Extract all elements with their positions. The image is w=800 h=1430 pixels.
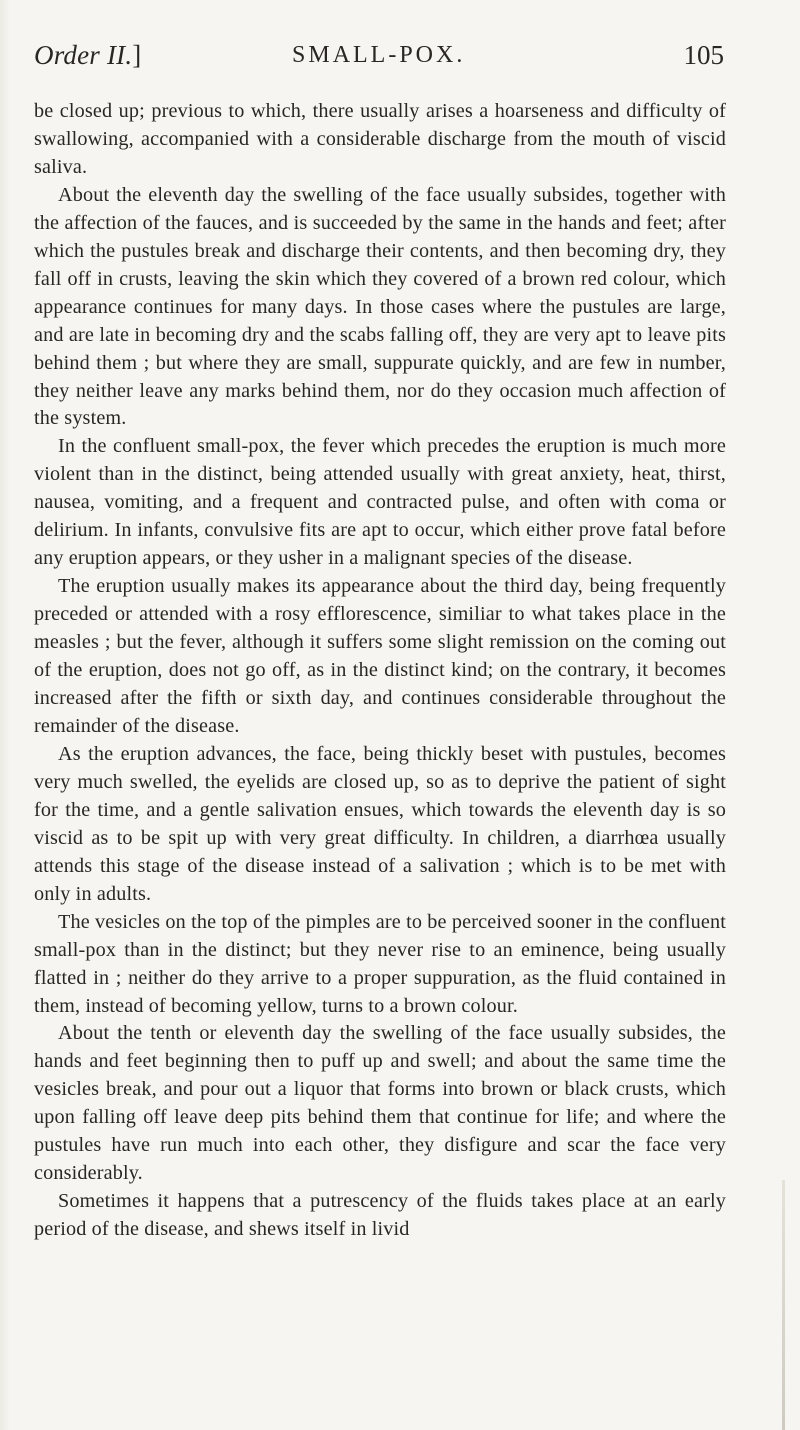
- paragraph: In the confluent small-pox, the fever which precedes the eruption is much more violent than in the distinct, being attended usually with great anxiety, heat, thirst, nausea, vomiting, and a frequent and contracted pulse, and often with coma or delirium. In infants, convulsive fits are apt to occur, which either prove fatal before any eruption appears, or they usher in a malignant species of the disease.: [34, 435, 726, 570]
- running-title-left: Order II.]: [34, 40, 142, 70]
- body-text: [34, 98, 726, 1244]
- binding-edge-line: [782, 1180, 785, 1430]
- page-edge-shading: [0, 0, 10, 1430]
- paragraph: The eruption usually makes its appearance about the third day, being frequently preceded or attended with a rosy efflorescence, similiar to what takes place in the measles ; but the fever, although it suffers some slight remission on the coming out of the eruption, does not go off, as in the distinct kind; on the contrary, it becomes increased after the fifth or sixth day, and continues considerable throughout the remainder of the disease.: [34, 575, 726, 737]
- running-title-center: SMALL-POX.: [292, 42, 466, 68]
- paragraph: About the tenth or eleventh day the swelling of the face usually subsides, the hands and feet beginning then to puff up and swell; and about the same time the vesicles break, and pour out a liquor that forms into brown or black crusts, which upon falling off leave deep pits behind them that continue for life; and where the pustules have run much into each other, they disfigure and scar the face very considerably.: [34, 1022, 726, 1185]
- paragraph: Sometimes it happens that a putrescency of the fluids takes place at an early period of the disease, and shews itself in livid: [34, 1190, 726, 1241]
- page-number: 105: [683, 40, 724, 70]
- paragraph: The vesicles on the top of the pimples are to be perceived sooner in the confluent small-pox than in the distinct; but they never rise to an eminence, being usually flatted in ; neither do they arrive to a proper suppuration, as the fluid contained in them, instead of becoming yellow, turns to a brown colour.: [34, 910, 726, 1017]
- running-header: [34, 40, 724, 80]
- paragraph: About the eleventh day the swelling of the face usually subsides, together with the affection of the fauces, and is succeeded by the same in the hands and feet; after which the pustules break and discharge their contents, and then becoming dry, they fall off in crusts, leaving the skin which they covered of a brown red colour, which appearance continues for many days. In those cases where the pustules are large, and are late in becoming dry and the scabs falling off, they are very apt to leave pits behind them ; but where they are small, suppurate quickly, and are few in number, they neither leave any marks behind them, nor do they occasion much affection of the system.: [34, 183, 726, 430]
- paragraph: As the eruption advances, the face, being thickly beset with pustules, becomes very much swelled, the eyelids are closed up, so as to deprive the patient of sight for the time, and a gentle salivation ensues, which towards the eleventh day is so viscid as to be spit up with very great difficulty. In children, a diarrhœa usually attends this stage of the disease instead of a salivation ; which is to be met with only in adults.: [34, 742, 726, 905]
- paragraph: be closed up; previous to which, there usually arises a hoarseness and difficulty of swallowing, accompanied with a considerable discharge from the mouth of viscid saliva.: [34, 100, 726, 178]
